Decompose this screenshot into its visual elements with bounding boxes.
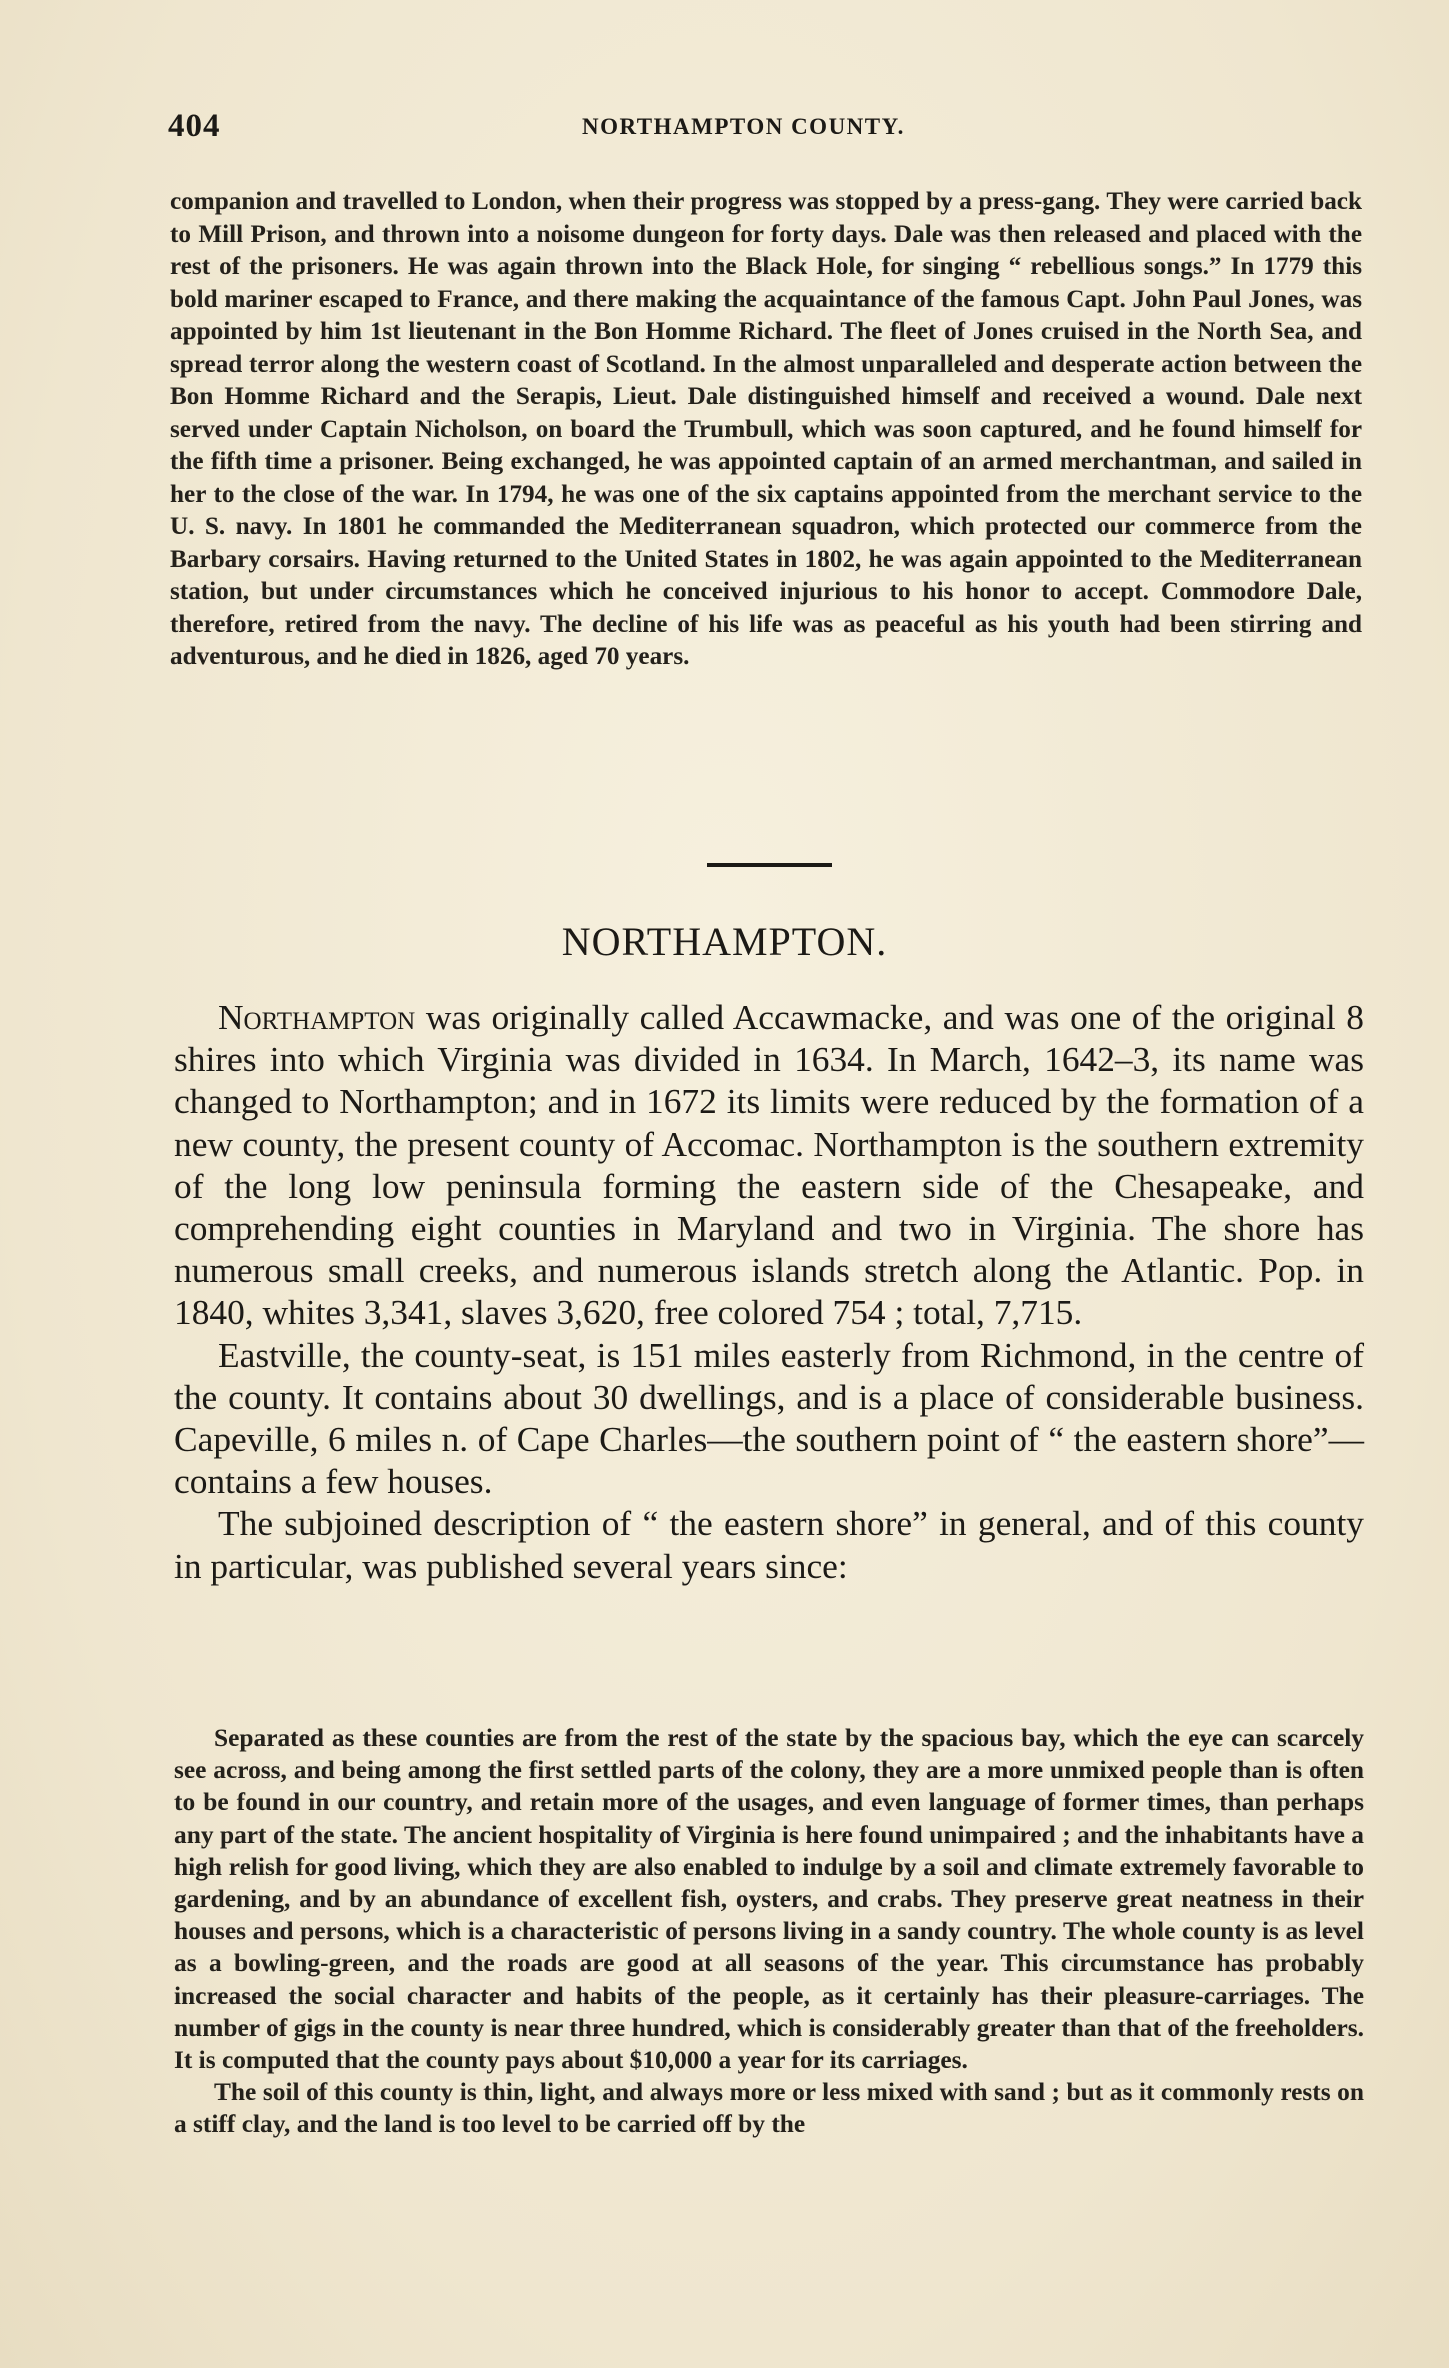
- section-title: NORTHAMPTON.: [561, 919, 888, 964]
- section-body: [174, 996, 1364, 1587]
- continuation-paragraph: companion and travelled to London, when their progress was stopped by a press-gang. They were carried back to Mill Prison, and thrown into a noisome dungeon for forty days. Dale was then released and placed with the rest of the prisoners. He was again thrown into the Black Hole, for singing “ rebellious songs.” In 1779 this bold mariner escaped to France, and there making the acquaintance of the famous Capt. John Paul Jones, was appointed by him 1st lieutenant in the Bon Homme Richard. The fleet of Jones cruised in the North Sea, and spread terror along the western coast of Scotland. In the almost unparalleled and desperate action between the Bon Homme Richard and the Serapis, Lieut. Dale distinguished himself and received a wound. Dale next served under Captain Nicholson, on board the Trumbull, which was soon captured, and he found himself for the fifth time a prisoner. Being exchanged, he was appointed captain of an armed merchantman, and sailed in her to the close of the war. In 1794, he was one of the six captains appointed from the merchant service to the U. S. navy. In 1801 he commanded the Mediterranean squadron, which protected our commerce from the Barbary corsairs. Having returned to the United States in 1802, he was again appointed to the Mediterranean station, but under circumstances which he conceived injurious to his honor to accept. Commodore Dale, therefore, retired from the navy. The decline of his life was as peaceful as his youth had been stirring and adventurous, and he died in 1826, aged 70 years.: [170, 188, 1362, 670]
- paragraph-text: was originally called Accawmacke, and was one of the original 8 shires into which Virginia was divided in 1634. In March, 1642–3, its name was changed to Northampton; and in 1672 its limits were reduced by the formation of a new county, the present county of Accomac. Northampton is the southern extremity of the long low peninsula forming the eastern side of the Chesapeake, and comprehending eight counties in Maryland and two in Virginia. The shore has numerous small creeks, and numerous islands stretch along the Atlantic. Pop. in 1840, whites 3,341, slaves 3,620, free colored 754 ; total, 7,715.: [174, 997, 1364, 1333]
- page-header: [168, 108, 1368, 148]
- quote-paragraph: Separated as these counties are from the rest of the state by the spacious bay, which the eye can scarcely see across, and being among the first settled parts of the colony, they are a more unmixed people than is often to be found in our country, and retain more of the usages, and even language of former times, than perhaps any part of the state. The ancient hospitality of Virginia is here found unimpaired ; and the inhabitants have a high relish for good living, which they are also enabled to indulge by a soil and climate extremely favorable to gardening, and by an abundance of excellent fish, oysters, and crabs. They preserve great neatness in their houses and persons, which is a characteristic of persons living in a sandy country. The whole county is as level as a bowling-green, and the roads are good at all seasons of the year. This circumstance has probably increased the social character and habits of the people, as it certainly has their pleasure-carriages. The number of gigs in the county is near three hundred, which is considerably greater than that of the freeholders. It is computed that the county pays about $10,000 a year for its carriages.: [174, 1724, 1364, 2075]
- body-paragraph: The subjoined description of “ the eastern shore” in general, and of this county in particular, was published several years since:: [174, 1503, 1364, 1586]
- quoted-description: [174, 1722, 1364, 2141]
- page-number: 404: [168, 108, 221, 144]
- section-divider: [707, 863, 832, 867]
- lead-word: Northampton: [218, 997, 416, 1037]
- quote-paragraph: The soil of this county is thin, light, and always more or less mixed with sand ; but as it commonly rests on a stiff clay, and the land is too level to be carried off by the: [174, 2078, 1364, 2139]
- running-title: NORTHAMPTON COUNTY.: [582, 114, 905, 139]
- body-paragraph: Eastville, the county-seat, is 151 miles easterly from Richmond, in the centre of the county. It contains about 30 dwellings, and is a place of considerable business. Capeville, 6 miles n. of Cape Charles—the southern point of “ the eastern shore”—contains a few houses.: [174, 1334, 1364, 1502]
- body-paragraph: [174, 996, 1364, 1334]
